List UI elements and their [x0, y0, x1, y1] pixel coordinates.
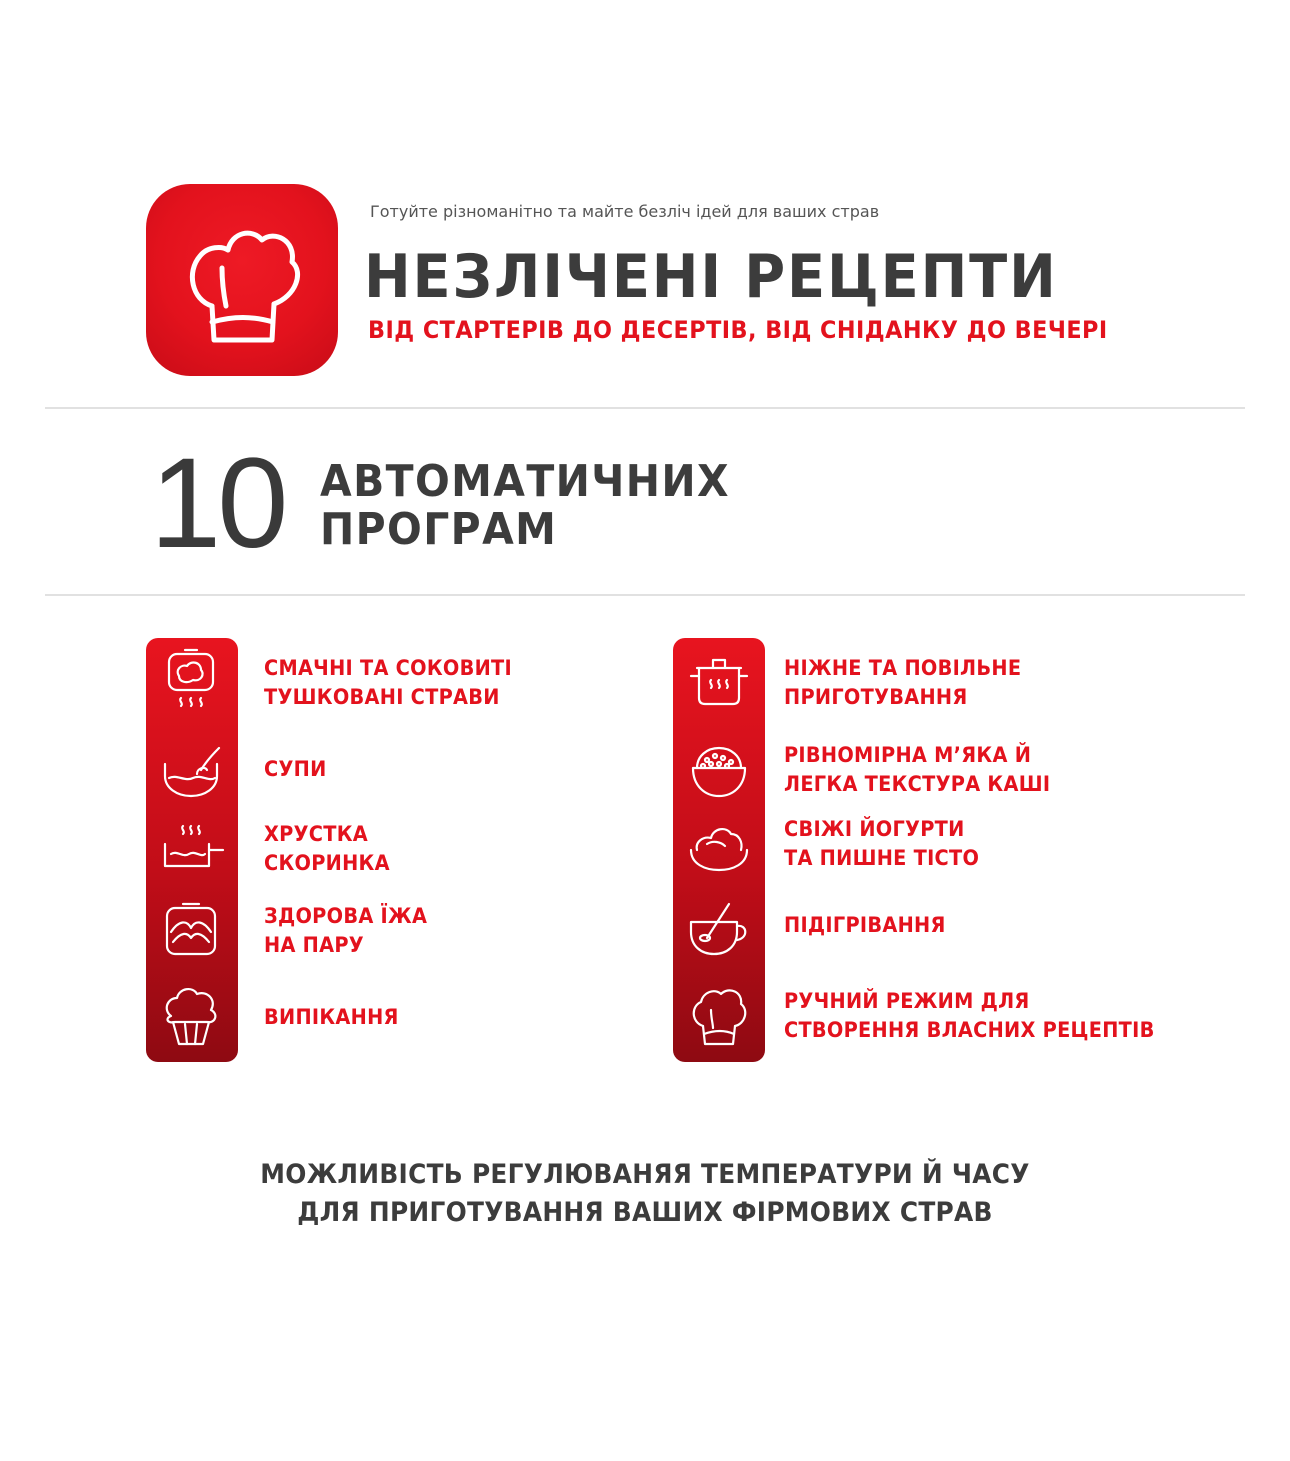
slow-cook-pot-icon [685, 646, 753, 714]
chef-hat-icon [685, 982, 753, 1050]
reheat-cup-icon [685, 894, 753, 962]
program-label-yogurt: СВІЖІ ЙОГУРТИ ТА ПИШНЕ ТІСТО [784, 817, 980, 870]
porridge-bowl-icon [685, 736, 753, 804]
yogurt-dough-icon [685, 812, 753, 880]
tagline: Готуйте різноманітно та майте безліч ідей для ваших страв [370, 202, 880, 221]
program-label-slow: НІЖНЕ ТА ПОВІЛЬНЕ ПРИГОТУВАННЯ [784, 656, 1022, 709]
soup-bowl-icon [157, 738, 225, 806]
programs-count: 10 [150, 432, 285, 575]
stew-pot-icon [157, 646, 225, 714]
divider [45, 594, 1245, 596]
program-label-reheat: ПІДІГРІВАННЯ [784, 913, 946, 937]
program-label-crispy: ХРУСТКА СКОРИНКА [264, 822, 390, 875]
program-label-soups: СУПИ [264, 757, 327, 781]
program-label-porridge: РІВНОМІРНА М’ЯКА Й ЛЕГКА ТЕКСТУРА КАШІ [784, 743, 1051, 796]
chef-hat-badge [146, 184, 338, 376]
footer-note [0, 1156, 1290, 1232]
divider [45, 407, 1245, 409]
programs-title-line1: АВТОМАТИЧНИХ [320, 456, 730, 507]
footer-line1: МОЖЛИВІСТЬ РЕГУЛЮВАНЯЯ ТЕМПЕРАТУРИ Й ЧАСУ [260, 1159, 1030, 1190]
muffin-icon [157, 982, 225, 1050]
program-label-steam: ЗДОРОВА ЇЖА НА ПАРУ [264, 904, 428, 957]
frying-pan-icon [157, 818, 225, 886]
chef-hat-icon [178, 210, 306, 350]
subheadline: ВІД СТАРТЕРІВ ДО ДЕСЕРТІВ, ВІД СНІДАНКУ ДО ВЕЧЕРІ [368, 316, 1108, 344]
steamer-icon [157, 898, 225, 966]
program-label-stew: СМАЧНІ ТА СОКОВИТІ ТУШКОВАНІ СТРАВИ [264, 656, 512, 709]
programs-title-line2: ПРОГРАМ [320, 504, 558, 555]
footer-line2: ДЛЯ ПРИГОТУВАННЯ ВАШИХ ФІРМОВИХ СТРАВ [297, 1197, 993, 1228]
program-label-baking: ВИПІКАННЯ [264, 1005, 399, 1029]
program-label-manual: РУЧНИЙ РЕЖИМ ДЛЯ СТВОРЕННЯ ВЛАСНИХ РЕЦЕПТІВ [784, 989, 1155, 1042]
headline: НЕЗЛІЧЕНІ РЕЦЕПТИ [364, 242, 1058, 312]
programs-title [320, 458, 730, 554]
